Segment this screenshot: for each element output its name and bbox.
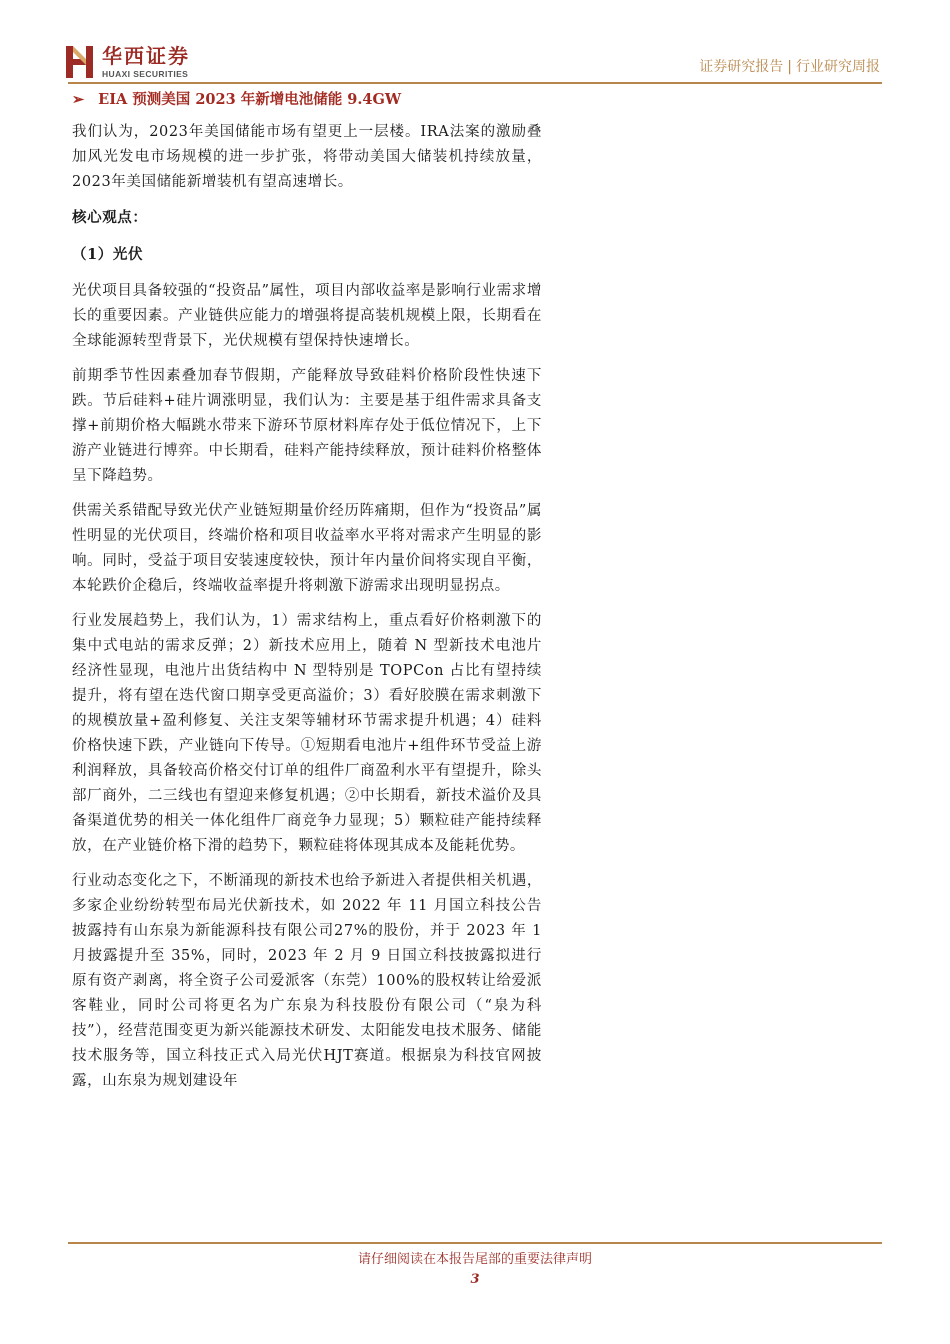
report-body	[72, 120, 542, 1104]
paragraph-new-entrants: 行业动态变化之下，不断涌现的新技术也给予新进入者提供相关机遇，多家企业纷纷转型布局光伏新技术，如 2022 年 11 月国立科技公告披露持有山东泉为新能源科技有限公司27%的股份，并于 2023 年 1 月披露提升至 35%，同时，2023 年 2 月 9 日国立科技披露拟进行原有资产剥离，将全资子公司爱派客（东莞）100%的股权转让给爱派客鞋业，同时公司将更名为广东泉为科技股份有限公司（“泉为科技”），经营范围变更为新兴能源技术研发、太阳能发电技术服务、储能技术服务等，国立科技正式入局光伏HJT赛道。根据泉为科技官网披露，山东泉为规划建设年	[72, 873, 542, 1089]
section-heading	[72, 88, 401, 109]
paragraph-industry-trends: 行业发展趋势上，我们认为，1）需求结构上，重点看好价格刺激下的集中式电站的需求反弹；2）新技术应用上，随着 N 型新技术电池片经济性显现，电池片出货结构中 N 型特别是 TOPCon 占比有望持续提升，将有望在迭代窗口期享受更高溢价；3）看好胶膜在需求刺激下的规模放量+盈利修复、关注支架等辅材环节需求提升机遇；4）硅料价格快速下跌，产业链向下传导。①短期看电池片+组件环节受益上游利润释放，具备较高价格交付订单的组件厂商盈利水平有望提升，除头部厂商外，二三线也有望迎来修复机遇；②中长期看，新技术溢价及具备渠道优势的相关一体化组件厂商竞争力显现；5）颗粒硅产能持续释放，在产业链价格下滑的趋势下，颗粒硅将体现其成本及能耗优势。	[72, 613, 542, 854]
paragraph-silicon-price: 前期季节性因素叠加春节假期，产能释放导致硅料价格阶段性快速下跌。节后硅料+硅片调涨明显，我们认为：主要是基于组件需求具备支撑+前期价格大幅跳水带来下游环节原材料库存处于低位情况下，上下游产业链进行博弈。中长期看，硅料产能持续释放，预计硅料价格整体呈下降趋势。	[72, 368, 542, 484]
footer-divider	[68, 1242, 882, 1244]
subsection-pv-heading: （1）光伏	[72, 246, 144, 263]
report-category: 行业研究周报	[796, 59, 880, 75]
page-number: 3	[470, 1272, 480, 1287]
header-divider	[68, 82, 882, 84]
company-logo	[64, 44, 190, 80]
paragraph-pv-investment: 光伏项目具备较强的“投资品”属性，项目内部收益率是影响行业需求增长的重要因素。产业链供应能力的增强将提高装机规模上限，长期看在全球能源转型背景下，光伏规模有望保持快速增长。	[72, 283, 542, 349]
logo-cn-text: 华西证券	[102, 43, 190, 68]
core-views-heading: 核心观点：	[72, 209, 148, 226]
report-header	[699, 56, 880, 76]
legal-notice: 请仔细阅读在本报告尾部的重要法律声明	[357, 1252, 592, 1267]
paragraph-intro: 我们认为，2023年美国储能市场有望更上一层楼。IRA法案的激励叠加风光发电市场规模的进一步扩张，将带动美国大储装机持续放量，2023年美国储能新增装机有望高速增长。	[72, 124, 542, 190]
header-separator: |	[787, 59, 792, 75]
section-title: EIA 预测美国 2023 年新增电池储能 9.4GW	[98, 91, 402, 108]
logo-en-text: HUAXI SECURITIES	[102, 68, 189, 79]
paragraph-supply-demand: 供需关系错配导致光伏产业链短期量价经历阵痛期，但作为“投资品”属性明显的光伏项目，终端价格和项目收益率水平将对需求产生明显的影响。同时，受益于项目安装速度较快，预计年内量价间将实现自平衡，本轮跌价企稳后，终端收益率提升将刺激下游需求出现明显拐点。	[72, 503, 542, 594]
report-type: 证券研究报告	[699, 59, 784, 75]
arrow-bullet-icon: ➢	[72, 91, 85, 108]
huaxi-logo-icon	[64, 44, 96, 80]
